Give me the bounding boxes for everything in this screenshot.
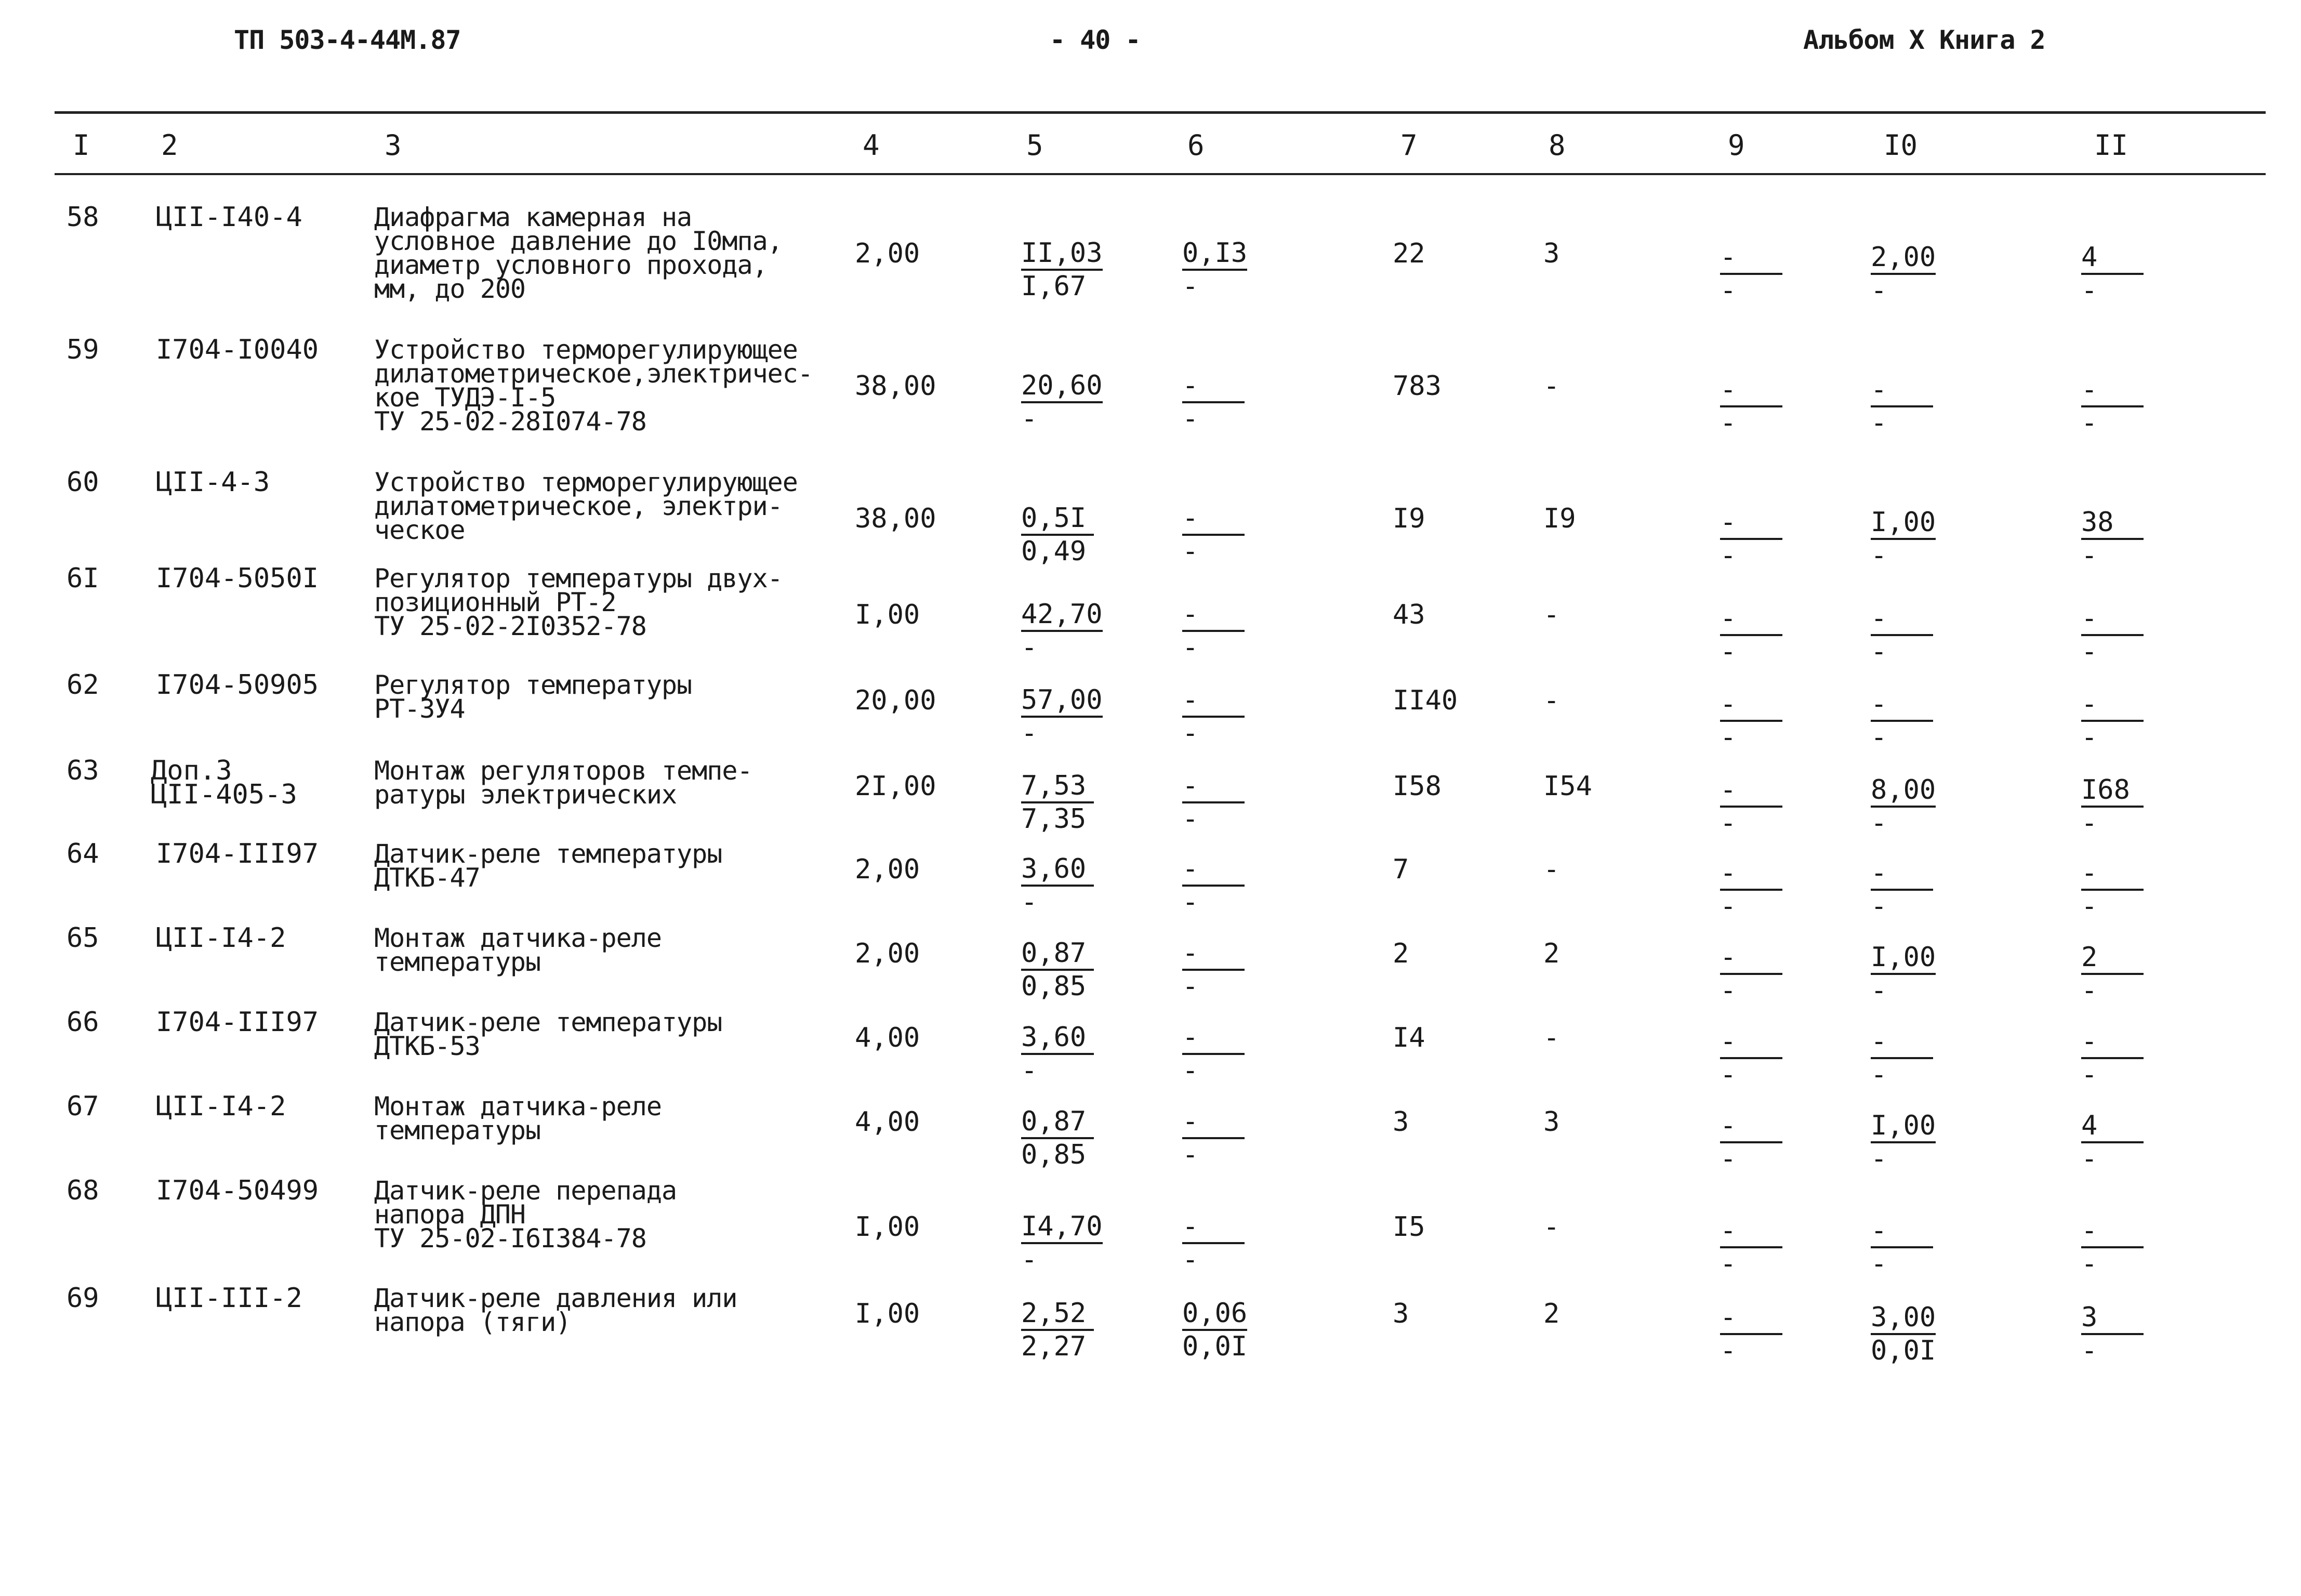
col-header-10: I0 (1884, 129, 1918, 162)
item-name-line: мм, до 200 (374, 274, 526, 304)
col11-value-top: - (2081, 689, 2144, 722)
unit-cost (1021, 599, 1103, 663)
col11-value-top: - (2081, 374, 2144, 407)
col9-value (1720, 1026, 1782, 1090)
unit-wage-bottom: - (1182, 803, 1199, 835)
col9-value-top: - (1720, 603, 1782, 636)
col9-value-top: - (1720, 689, 1782, 722)
item-name-line: Датчик-реле перепада (374, 1176, 677, 1206)
item-name-line: Датчик-реле давления или (374, 1283, 737, 1313)
col9-value-bottom: - (1720, 975, 1737, 1006)
unit-cost-top: I4,70 (1021, 1211, 1103, 1244)
norm-code: ЦII-I4-2 (156, 922, 286, 954)
col9-value-bottom: - (1720, 1059, 1737, 1090)
item-name-line: ТУ 25-02-2I0352-78 (374, 611, 646, 641)
item-name-line: ТУ 25-02-I6I384-78 (374, 1223, 646, 1254)
col11-value-bottom: - (2081, 407, 2098, 439)
col9-value-bottom: - (1720, 808, 1737, 839)
row-number: 65 (67, 922, 99, 954)
unit-wage-bottom: 0,0I (1182, 1331, 1248, 1362)
item-name-line: условное давление до I0мпа, (374, 226, 783, 256)
col10-value (1871, 1026, 1933, 1090)
unit-wage (1182, 599, 1245, 663)
norm-code: ЦII-I40-4 (156, 202, 302, 233)
col10-value (1871, 374, 1933, 439)
total-wage: 2 (1543, 1298, 1560, 1329)
total-cost: 7 (1393, 854, 1409, 885)
col11-value-top: 4 (2081, 242, 2144, 275)
col11-value-top: - (2081, 858, 2144, 891)
col10-value-bottom: - (1871, 1248, 1887, 1280)
unit-wage (1182, 938, 1245, 1002)
col9-value (1720, 242, 1782, 306)
quantity: 2,00 (855, 938, 920, 969)
row-number: 67 (67, 1091, 99, 1122)
col9-value-bottom: - (1720, 1143, 1737, 1175)
unit-wage-top: - (1182, 1106, 1245, 1139)
unit-cost-bottom: 0,85 (1021, 971, 1087, 1002)
item-name-line: ДТКБ-47 (374, 863, 480, 893)
col9-value-top: - (1720, 1026, 1782, 1059)
col10-value-bottom: - (1871, 891, 1887, 922)
total-cost: 3 (1393, 1106, 1409, 1138)
norm-code: I704-50499 (156, 1175, 319, 1206)
unit-wage-bottom: - (1182, 1244, 1199, 1275)
col9-value-top: - (1720, 1215, 1782, 1248)
unit-cost (1021, 370, 1103, 434)
col11-value (2081, 774, 2144, 839)
unit-wage (1182, 503, 1245, 567)
item-name-line: Датчик-реле температуры (374, 839, 722, 869)
col9-value-top: - (1720, 858, 1782, 891)
col10-value-bottom: - (1871, 975, 1887, 1006)
quantity: 20,00 (855, 685, 936, 716)
norm-code: I704-50905 (156, 669, 319, 701)
item-name-line: температуры (374, 1115, 541, 1145)
col11-value-bottom: - (2081, 275, 2098, 306)
col10-value-top: - (1871, 689, 1933, 722)
unit-cost-bottom: - (1021, 1244, 1038, 1275)
unit-wage (1182, 1211, 1245, 1275)
col9-value-top: - (1720, 1302, 1782, 1335)
item-name-line: ДТКБ-53 (374, 1031, 480, 1061)
col-header-1: I (73, 129, 90, 162)
unit-wage-bottom: - (1182, 718, 1199, 749)
unit-wage-top: 0,06 (1182, 1298, 1247, 1331)
unit-wage-top: - (1182, 1211, 1245, 1244)
total-cost: 43 (1393, 599, 1425, 630)
item-name-line: Монтаж датчика-реле (374, 923, 662, 953)
col11-value (2081, 942, 2144, 1006)
unit-cost-bottom: - (1021, 1055, 1038, 1086)
total-wage: - (1543, 371, 1560, 402)
norm-code: ЦII-405-3 (151, 779, 297, 810)
quantity: 2,00 (855, 238, 920, 269)
col9-value-bottom: - (1720, 1248, 1737, 1280)
unit-wage-top: 0,I3 (1182, 238, 1247, 271)
unit-cost-top: 57,00 (1021, 684, 1103, 718)
col9-value-top: - (1720, 507, 1782, 540)
col11-value (2081, 1215, 2144, 1280)
total-wage: - (1543, 599, 1560, 630)
col10-value-bottom: 0,0I (1871, 1335, 1936, 1366)
col-header-2: 2 (161, 129, 178, 162)
col11-value-bottom: - (2081, 1248, 2098, 1280)
unit-wage-top: - (1182, 770, 1245, 803)
unit-wage-top: - (1182, 503, 1245, 536)
col9-value-top: - (1720, 942, 1782, 975)
unit-cost-bottom: 0,49 (1021, 536, 1087, 567)
item-name-line: Регулятор температуры двух- (374, 563, 783, 593)
col11-value-top: - (2081, 1215, 2144, 1248)
col10-value-bottom: - (1871, 1059, 1887, 1090)
item-name-line: позиционный РТ-2 (374, 587, 616, 617)
row-number: 66 (67, 1007, 99, 1038)
unit-wage (1182, 1022, 1245, 1086)
col11-value-top: 3 (2081, 1302, 2144, 1335)
unit-wage (1182, 770, 1245, 835)
total-wage: - (1543, 685, 1560, 716)
col10-value (1871, 1110, 1936, 1175)
col10-value (1871, 242, 1936, 306)
unit-wage-top: - (1182, 599, 1245, 632)
col10-value-top: 8,00 (1871, 774, 1936, 808)
unit-wage (1182, 238, 1247, 302)
unit-cost-bottom: 7,35 (1021, 803, 1087, 835)
col10-value (1871, 774, 1936, 839)
row-number: 64 (67, 838, 99, 869)
doc-code: ТП 503-4-44М.87 (234, 25, 461, 55)
item-name-line: напора ДПН (374, 1199, 526, 1230)
item-name-line: дилатометрическое,электричес- (374, 359, 813, 389)
unit-cost-bottom: 2,27 (1021, 1331, 1087, 1362)
unit-cost-top: 0,5I (1021, 503, 1094, 536)
col10-value-top: - (1871, 374, 1933, 407)
col9-value-bottom: - (1720, 636, 1737, 667)
total-cost: 2 (1393, 938, 1409, 969)
quantity: I,00 (855, 1298, 920, 1329)
total-cost: I58 (1393, 771, 1442, 802)
total-wage: I9 (1543, 503, 1576, 534)
row-number: 63 (67, 755, 99, 786)
unit-cost (1021, 1106, 1094, 1170)
row-number: 58 (67, 202, 99, 233)
top-rule (55, 111, 2266, 114)
page-number: - 40 - (1050, 25, 1141, 55)
item-name-line: Устройство терморегулирующее (374, 335, 798, 365)
col11-value-bottom: - (2081, 975, 2098, 1006)
col9-value-bottom: - (1720, 275, 1737, 306)
col10-value (1871, 1302, 1936, 1366)
total-wage: 2 (1543, 938, 1560, 969)
item-name-line: Регулятор температуры (374, 670, 692, 700)
unit-wage-bottom: - (1182, 271, 1199, 302)
unit-wage-bottom: - (1182, 971, 1199, 1002)
total-cost: 22 (1393, 238, 1425, 269)
col11-value-bottom: - (2081, 808, 2098, 839)
item-name-line: диаметр условного прохода, (374, 250, 768, 280)
item-name-line: напора (тяги) (374, 1307, 571, 1337)
norm-code: I704-I0040 (156, 334, 319, 365)
item-name-line: Монтаж регуляторов темпе- (374, 756, 752, 786)
total-wage: - (1543, 1022, 1560, 1053)
total-cost: 3 (1393, 1298, 1409, 1329)
col11-value-bottom: - (2081, 1059, 2098, 1090)
norm-code: I704-III97 (156, 838, 319, 869)
col11-value (2081, 689, 2144, 753)
col10-value (1871, 1215, 1933, 1280)
header-rule (55, 173, 2266, 175)
unit-cost-top: 2,52 (1021, 1298, 1094, 1331)
unit-cost-top: 3,60 (1021, 1022, 1094, 1055)
col10-value-bottom: - (1871, 407, 1887, 439)
col-header-9: 9 (1728, 129, 1745, 162)
col11-value (2081, 858, 2144, 922)
col-header-8: 8 (1549, 129, 1566, 162)
col10-value-top: I,00 (1871, 1110, 1936, 1143)
unit-cost-top: 42,70 (1021, 599, 1103, 632)
col10-value-bottom: - (1871, 540, 1887, 571)
unit-cost-bottom: I,67 (1021, 271, 1087, 302)
quantity: 2,00 (855, 854, 920, 885)
norm-code: ЦII-III-2 (156, 1283, 302, 1314)
col11-value (2081, 374, 2144, 439)
col10-value-top: I,00 (1871, 942, 1936, 975)
col11-value-top: 4 (2081, 1110, 2144, 1143)
row-number: 69 (67, 1283, 99, 1314)
col11-value-bottom: - (2081, 891, 2098, 922)
col11-value (2081, 1110, 2144, 1175)
col9-value (1720, 774, 1782, 839)
unit-wage (1182, 853, 1245, 918)
quantity: 38,00 (855, 503, 936, 534)
col-header-6: 6 (1187, 129, 1205, 162)
quantity: 4,00 (855, 1106, 920, 1138)
col9-value (1720, 1302, 1782, 1366)
col9-value-top: - (1720, 242, 1782, 275)
unit-cost (1021, 503, 1094, 567)
item-name-line: Устройство терморегулирующее (374, 467, 798, 497)
col11-value (2081, 603, 2144, 667)
unit-cost-bottom: - (1021, 403, 1038, 434)
unit-cost-top: 7,53 (1021, 770, 1094, 803)
col11-value-top: - (2081, 603, 2144, 636)
col9-value (1720, 858, 1782, 922)
unit-cost-top: 0,87 (1021, 1106, 1094, 1139)
unit-wage-bottom: - (1182, 403, 1199, 434)
quantity: 4,00 (855, 1022, 920, 1053)
unit-wage-bottom: - (1182, 887, 1199, 918)
row-number: 60 (67, 467, 99, 498)
row-number: 59 (67, 334, 99, 365)
col10-value-top: - (1871, 1215, 1933, 1248)
quantity: I,00 (855, 599, 920, 630)
col10-value-bottom: - (1871, 1143, 1887, 1175)
item-name-line: Датчик-реле температуры (374, 1007, 722, 1037)
col9-value-bottom: - (1720, 722, 1737, 753)
unit-wage-bottom: - (1182, 632, 1199, 663)
col11-value-top: 38 (2081, 507, 2144, 540)
item-name-line: ческое (374, 515, 465, 545)
col11-value-top: 2 (2081, 942, 2144, 975)
col11-value (2081, 1026, 2144, 1090)
total-wage: - (1543, 854, 1560, 885)
col11-value-bottom: - (2081, 722, 2098, 753)
col9-value (1720, 689, 1782, 753)
unit-cost-bottom: 0,85 (1021, 1139, 1087, 1170)
item-name-line: ратуры электрических (374, 780, 677, 810)
quantity: 38,00 (855, 371, 936, 402)
total-wage: - (1543, 1211, 1560, 1243)
col9-value-bottom: - (1720, 540, 1737, 571)
col9-value-top: - (1720, 374, 1782, 407)
total-wage: 3 (1543, 238, 1560, 269)
col10-value-bottom: - (1871, 275, 1887, 306)
unit-wage-top: - (1182, 370, 1245, 403)
unit-cost (1021, 770, 1094, 835)
col9-value-top: - (1720, 774, 1782, 808)
col10-value (1871, 858, 1933, 922)
album-label: Альбом X Книга 2 (1803, 25, 2045, 55)
unit-wage-bottom: - (1182, 1055, 1199, 1086)
total-cost: I4 (1393, 1022, 1425, 1053)
item-name-line: Диафрагма камерная на (374, 202, 692, 232)
unit-wage (1182, 684, 1245, 749)
unit-cost-bottom: - (1021, 632, 1038, 663)
col11-value-top: - (2081, 1026, 2144, 1059)
total-cost: II40 (1393, 685, 1458, 716)
unit-cost-top: 20,60 (1021, 370, 1103, 403)
col9-value-bottom: - (1720, 407, 1737, 439)
col-header-4: 4 (863, 129, 880, 162)
col-header-11: II (2094, 129, 2128, 162)
col10-value-bottom: - (1871, 722, 1887, 753)
col9-value-bottom: - (1720, 891, 1737, 922)
col11-value-bottom: - (2081, 1335, 2098, 1366)
unit-wage-top: - (1182, 938, 1245, 971)
col9-value (1720, 942, 1782, 1006)
col10-value-bottom: - (1871, 636, 1887, 667)
item-name-line: ТУ 25-02-28I074-78 (374, 406, 646, 437)
col11-value-top: I68 (2081, 774, 2144, 808)
col-header-7: 7 (1400, 129, 1418, 162)
unit-cost (1021, 1211, 1103, 1275)
col10-value-top: I,00 (1871, 507, 1936, 540)
col9-value (1720, 374, 1782, 439)
col11-value (2081, 1302, 2144, 1366)
col11-value (2081, 507, 2144, 571)
col10-value-top: 3,00 (1871, 1302, 1936, 1335)
col-header-5: 5 (1026, 129, 1043, 162)
unit-cost-bottom: - (1021, 887, 1038, 918)
norm-code: Доп.3 (151, 755, 232, 786)
norm-code: I704-III97 (156, 1007, 319, 1038)
item-name-line: Монтаж датчика-реле (374, 1091, 662, 1122)
col10-value-top: 2,00 (1871, 242, 1936, 275)
col9-value-bottom: - (1720, 1335, 1737, 1366)
col9-value (1720, 1215, 1782, 1280)
item-name-line: дилатометрическое, электри- (374, 491, 783, 521)
col9-value (1720, 1110, 1782, 1175)
unit-wage (1182, 1298, 1247, 1362)
unit-wage (1182, 370, 1245, 434)
col10-value (1871, 689, 1933, 753)
col9-value (1720, 507, 1782, 571)
unit-wage (1182, 1106, 1245, 1170)
unit-cost (1021, 938, 1094, 1002)
col10-value (1871, 942, 1936, 1006)
col11-value-bottom: - (2081, 540, 2098, 571)
col10-value (1871, 603, 1933, 667)
item-name-line: температуры (374, 947, 541, 977)
col11-value-bottom: - (2081, 636, 2098, 667)
col9-value-top: - (1720, 1110, 1782, 1143)
total-wage: I54 (1543, 771, 1592, 802)
unit-cost-top: 0,87 (1021, 938, 1094, 971)
total-cost: I9 (1393, 503, 1425, 534)
unit-cost (1021, 853, 1094, 918)
norm-code: ЦII-I4-2 (156, 1091, 286, 1122)
unit-wage-bottom: - (1182, 1139, 1199, 1170)
col-header-3: 3 (385, 129, 402, 162)
col11-value (2081, 242, 2144, 306)
norm-code: ЦII-4-3 (156, 467, 270, 498)
col10-value-top: - (1871, 858, 1933, 891)
item-name-line: кое ТУДЭ-I-5 (374, 382, 556, 413)
col11-value-bottom: - (2081, 1143, 2098, 1175)
unit-cost (1021, 238, 1103, 302)
quantity: I,00 (855, 1211, 920, 1243)
col10-value-top: - (1871, 603, 1933, 636)
unit-cost (1021, 684, 1103, 749)
unit-wage-top: - (1182, 684, 1245, 718)
col10-value-top: - (1871, 1026, 1933, 1059)
row-number: 6I (67, 563, 99, 594)
total-cost: 783 (1393, 371, 1442, 402)
row-number: 62 (67, 669, 99, 701)
unit-cost (1021, 1022, 1094, 1086)
total-cost: I5 (1393, 1211, 1425, 1243)
col10-value-bottom: - (1871, 808, 1887, 839)
unit-wage-bottom: - (1182, 536, 1199, 567)
quantity: 2I,00 (855, 771, 936, 802)
norm-code: I704-5050I (156, 563, 319, 594)
unit-cost-top: 3,60 (1021, 853, 1094, 887)
row-number: 68 (67, 1175, 99, 1206)
col10-value (1871, 507, 1936, 571)
unit-cost (1021, 1298, 1094, 1362)
item-name-line: РТ-3У4 (374, 694, 465, 724)
unit-cost-top: II,03 (1021, 238, 1103, 271)
unit-cost-bottom: - (1021, 718, 1038, 749)
unit-wage-top: - (1182, 853, 1245, 887)
unit-wage-top: - (1182, 1022, 1245, 1055)
total-wage: 3 (1543, 1106, 1560, 1138)
col9-value (1720, 603, 1782, 667)
